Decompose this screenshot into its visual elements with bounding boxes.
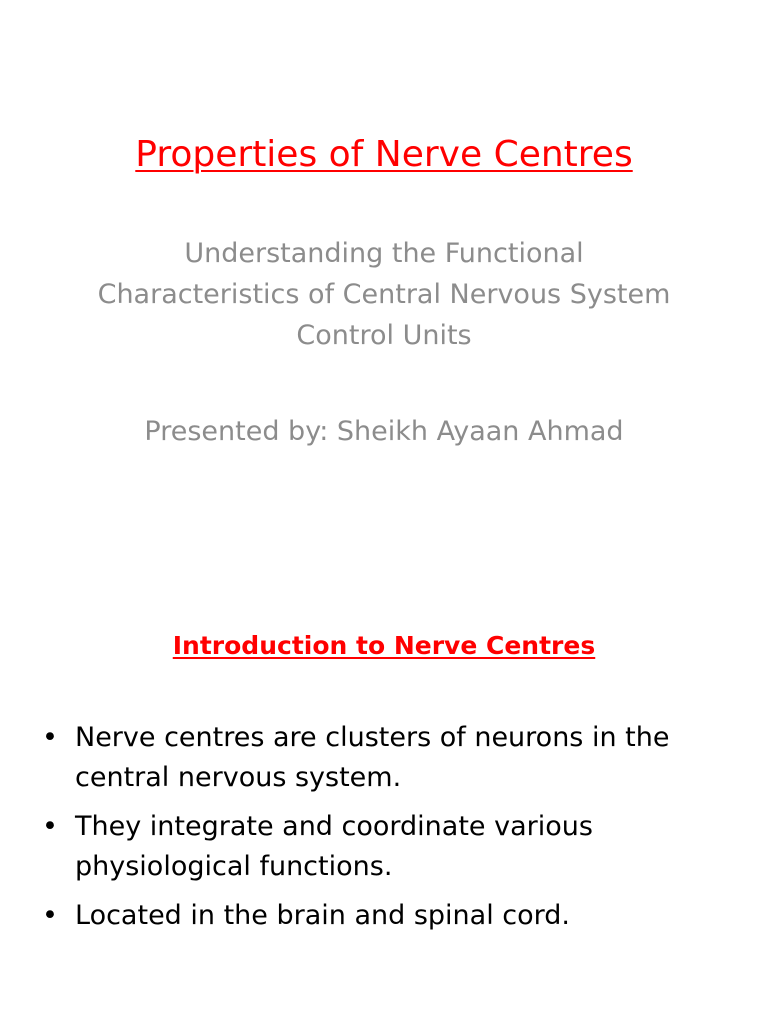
bullet-list bbox=[42, 718, 722, 945]
content-slide bbox=[0, 560, 768, 1024]
bullet-text: Nerve centres are clusters of neurons in the central nervous system. bbox=[75, 722, 670, 793]
bullet-dot-icon: • bbox=[42, 811, 58, 842]
bullet-item bbox=[42, 718, 722, 798]
slide-subtitle: Understanding the Functional Characteristics of Central Nervous System Control Units bbox=[97, 238, 671, 351]
bullet-dot-icon: • bbox=[42, 900, 58, 931]
presenter-line: Presented by: Sheikh Ayaan Ahmad bbox=[144, 416, 624, 447]
bullet-text: Located in the brain and spinal cord. bbox=[75, 900, 571, 931]
slide-subtitle-block bbox=[90, 233, 678, 452]
bullet-item bbox=[42, 807, 722, 887]
bullet-dot-icon: • bbox=[42, 722, 58, 753]
bullet-item bbox=[42, 896, 722, 936]
slide-title: Properties of Nerve Centres bbox=[135, 134, 633, 175]
section-heading: Introduction to Nerve Centres bbox=[172, 631, 596, 660]
bullet-text: They integrate and coordinate various physiological functions. bbox=[75, 811, 593, 882]
